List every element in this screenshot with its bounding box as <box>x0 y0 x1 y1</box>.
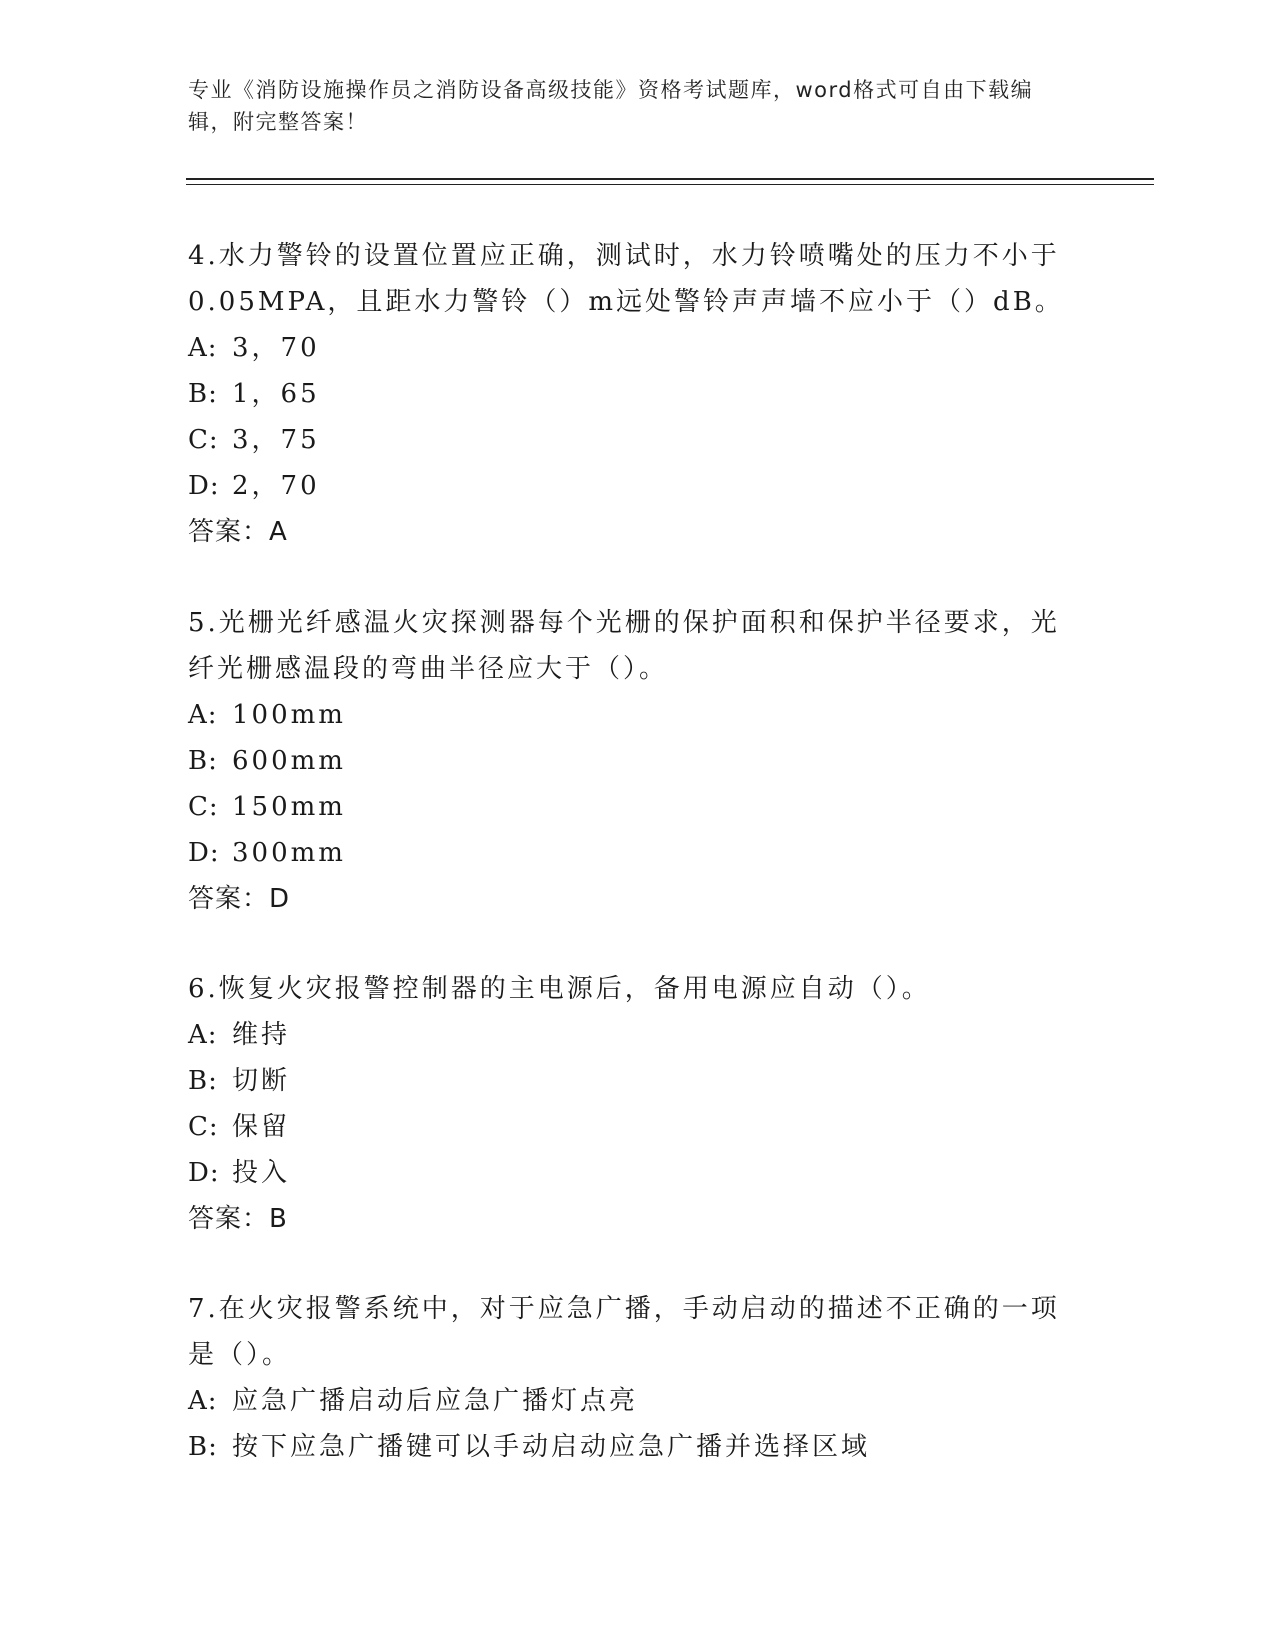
option-letter: A: <box>188 1386 218 1416</box>
document-header: 专业《消防设施操作员之消防设备高级技能》资格考试题库，word格式可自由下载编辑，附完整答案！ <box>188 78 1034 134</box>
option-letter: A: <box>188 1020 218 1050</box>
option-b <box>188 371 1068 417</box>
option-letter: D: <box>188 471 220 501</box>
option-a <box>188 1012 1068 1058</box>
option-text: 100mm <box>232 700 346 730</box>
option-letter: B: <box>188 746 218 776</box>
option-text: 300mm <box>232 838 346 868</box>
option-text: 600mm <box>232 746 346 776</box>
option-text: 维持 <box>232 1020 291 1050</box>
option-text: 3，70 <box>232 333 320 363</box>
header-divider-thin <box>186 184 1154 185</box>
option-letter: A: <box>188 333 218 363</box>
question-stem: 6.恢复火灾报警控制器的主电源后，备用电源应自动（）。 <box>188 974 931 1004</box>
option-c <box>188 784 1068 830</box>
option-letter: D: <box>188 838 220 868</box>
option-b <box>188 1424 1068 1470</box>
option-c <box>188 417 1068 463</box>
question-stem: 7.在火灾报警系统中，对于应急广播，手动启动的描述不正确的一项是（）。 <box>188 1294 1060 1370</box>
option-letter: B: <box>188 1432 218 1462</box>
option-text: 应急广播启动后应急广播灯点亮 <box>232 1386 639 1416</box>
header-divider-thick <box>186 178 1154 180</box>
question-stem: 4.水力警铃的设置位置应正确，测试时，水力铃喷嘴处的压力不小于0.05MPA，且距水力警铃（）m远处警铃声声墙不应小于（）dB。 <box>188 241 1064 317</box>
option-b <box>188 1058 1068 1104</box>
option-text: 按下应急广播键可以手动启动应急广播并选择区域 <box>232 1432 871 1462</box>
question-7 <box>188 1286 1068 1470</box>
option-a <box>188 692 1068 738</box>
option-letter: C: <box>188 425 219 455</box>
question-5 <box>188 600 1068 922</box>
option-letter: D: <box>188 1158 220 1188</box>
option-text: 投入 <box>232 1158 291 1188</box>
option-text: 2，70 <box>232 471 320 501</box>
option-a <box>188 1378 1068 1424</box>
option-d <box>188 1150 1068 1196</box>
option-b <box>188 738 1068 784</box>
answer-line: 答案：A <box>188 517 288 547</box>
option-text: 切断 <box>232 1066 291 1096</box>
option-text: 1，65 <box>232 379 320 409</box>
option-c <box>188 1104 1068 1150</box>
option-text: 150mm <box>232 792 346 822</box>
option-a <box>188 325 1068 371</box>
option-text: 3，75 <box>232 425 320 455</box>
option-d <box>188 463 1068 509</box>
option-letter: B: <box>188 379 218 409</box>
option-letter: B: <box>188 1066 218 1096</box>
option-letter: C: <box>188 1112 219 1142</box>
answer-line: 答案：D <box>188 884 291 914</box>
answer-line: 答案：B <box>188 1204 288 1234</box>
option-d <box>188 830 1068 876</box>
option-letter: C: <box>188 792 219 822</box>
question-4 <box>188 233 1068 555</box>
question-6 <box>188 966 1068 1242</box>
option-text: 保留 <box>232 1112 291 1142</box>
question-stem: 5.光栅光纤感温火灾探测器每个光栅的保护面积和保护半径要求，光纤光栅感温段的弯曲半径应大于（）。 <box>188 608 1060 684</box>
option-letter: A: <box>188 700 218 730</box>
